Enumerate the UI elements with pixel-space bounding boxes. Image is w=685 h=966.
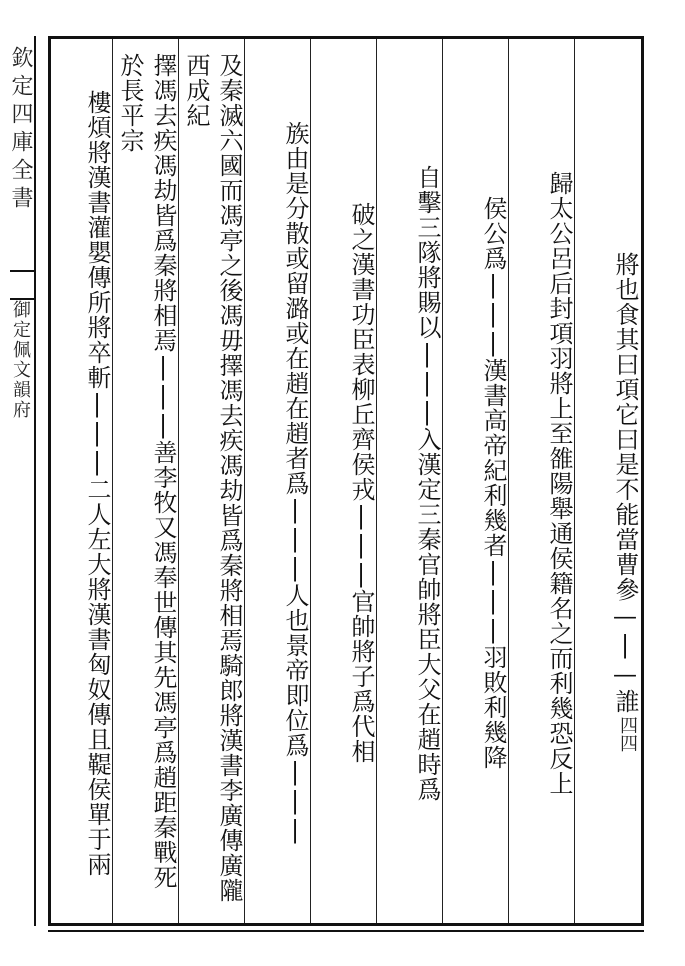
bottom-rule [48, 930, 644, 932]
column-text-1: 將也食其曰項它曰是不能當曹參—|—誰 [611, 252, 639, 714]
text-column-7 [179, 39, 245, 923]
book-title: 欽定四庫全書 [8, 46, 33, 214]
book-subtitle: 御定佩文韻府 [10, 300, 31, 420]
text-column-4 [377, 39, 443, 923]
text-column-9 [51, 39, 113, 923]
column-text-6: 族由是分散或留潞或在趙在趙者爲|||人也景帝即位爲||| [281, 121, 309, 845]
text-column-8 [113, 39, 179, 923]
fishtail-mark [10, 270, 34, 300]
column-text-2: 歸太公呂后封項羽將上至雒陽舉通侯籍名之而利幾恐反上 [545, 170, 573, 796]
text-column-1 [575, 39, 641, 923]
column-text-3: 侯公爲|||漢書高帝紀利幾者|||羽敗利幾降 [479, 196, 507, 770]
margin-strip [0, 0, 38, 966]
text-column-6 [245, 39, 311, 923]
column-text-4: 自擊三隊將賜以|||入漢定三秦官帥將臣大父在趙時爲 [413, 164, 441, 802]
text-column-5 [311, 39, 377, 923]
column-text-9: 樓煩將漢書灌嬰傳所將卒斬|||二人左大將漢書匈奴傳且鞮侯單于兩 [83, 89, 111, 877]
text-column-3 [443, 39, 509, 923]
text-frame [48, 36, 644, 926]
margin-divider [34, 36, 36, 926]
column-text-5: 破之漢書功臣表柳丘齊侯戎|||官帥將子爲代相 [347, 202, 375, 764]
column-text-7: 及秦滅六國而馮亭之後馮毋擇馮去疾馮劫皆爲秦將相焉騎郎將漢書李廣傳廣隴西成紀 [182, 53, 243, 903]
text-column-2 [509, 39, 575, 923]
page-number: 四四 [617, 716, 638, 752]
column-text-8: 擇馮去疾馮劫皆爲秦將相焉|||善李牧又馮奉世傳其先馮亭爲趙距秦戰死於長平宗 [116, 53, 177, 890]
